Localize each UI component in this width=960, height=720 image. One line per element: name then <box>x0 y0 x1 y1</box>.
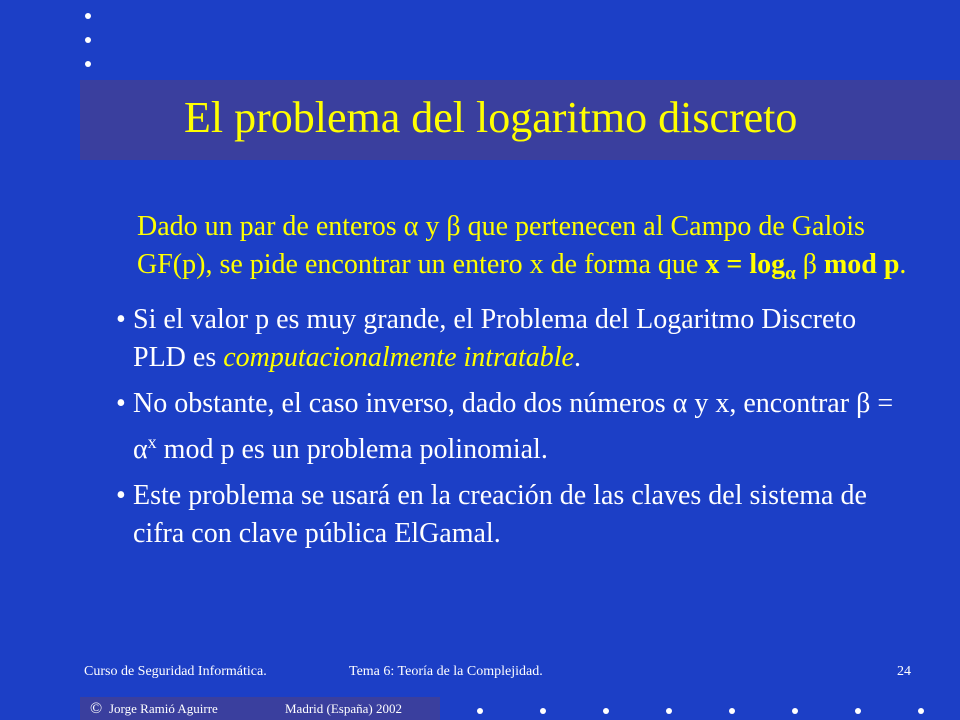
formula-mod: mod p <box>823 249 900 280</box>
decor-dot <box>918 708 924 714</box>
decor-dot <box>540 708 546 714</box>
beta-symbol: β <box>856 388 871 419</box>
decor-dot <box>85 61 91 67</box>
bullet-end: . <box>573 342 581 373</box>
bullet-marker: • <box>116 304 126 335</box>
decor-dot <box>477 708 483 714</box>
intro-text: Dado un par de enteros <box>137 211 404 242</box>
bullet-item <box>116 301 916 377</box>
footer-bar <box>80 697 440 720</box>
intro-text: que pertenecen al Campo de Galois GF(p), se pide encontrar un entero x de forma que <box>137 211 865 280</box>
page-number: 24 <box>897 664 911 679</box>
slide-content <box>116 208 916 561</box>
intro-end: . <box>899 249 907 280</box>
bullet-item <box>116 477 916 553</box>
bullet-text: mod p es un problema polinomial. <box>156 434 548 465</box>
formula-subscript: α <box>785 263 796 284</box>
alpha-symbol: α <box>403 211 419 242</box>
decor-dot <box>666 708 672 714</box>
bullet-text: Este problema se usará en la creación de las claves del sistema de cifra con clave pública ElGamal. <box>133 480 867 549</box>
bullet-text: = <box>870 388 894 419</box>
decor-dot <box>729 708 735 714</box>
footer-author: Jorge Ramió Aguirre <box>109 701 218 716</box>
footer-place: Madrid (España) 2002 <box>285 701 402 716</box>
intro-paragraph <box>116 208 916 293</box>
footer-topic: Tema 6: Teoría de la Complejidad. <box>349 664 543 679</box>
decor-dot <box>603 708 609 714</box>
bullet-text: No obstante, el caso inverso, dado dos números <box>133 388 673 419</box>
decor-dot <box>792 708 798 714</box>
bullet-item <box>116 385 916 469</box>
formula-beta: β <box>795 249 824 280</box>
intro-text: y <box>418 211 447 242</box>
bullet-emphasis: computacionalmente intratable <box>223 342 574 373</box>
copyright-icon: © <box>90 700 103 717</box>
alpha-symbol: α <box>133 434 148 465</box>
bullet-marker: • <box>116 388 126 419</box>
formula-log: x = log <box>705 249 786 280</box>
exponent: x <box>147 432 157 452</box>
bullet-text: y x, encontrar <box>687 388 857 419</box>
bullet-marker: • <box>116 480 126 511</box>
decor-dot <box>855 708 861 714</box>
beta-symbol: β <box>446 211 461 242</box>
decor-dot <box>85 37 91 43</box>
footer-course: Curso de Seguridad Informática. <box>84 664 267 679</box>
slide-title: El problema del logaritmo discreto <box>184 93 798 142</box>
bullet-text: Si el valor p es muy grande, el Problema del Logaritmo Discreto PLD es <box>133 304 857 373</box>
decor-dot <box>85 13 91 19</box>
alpha-symbol: α <box>672 388 688 419</box>
